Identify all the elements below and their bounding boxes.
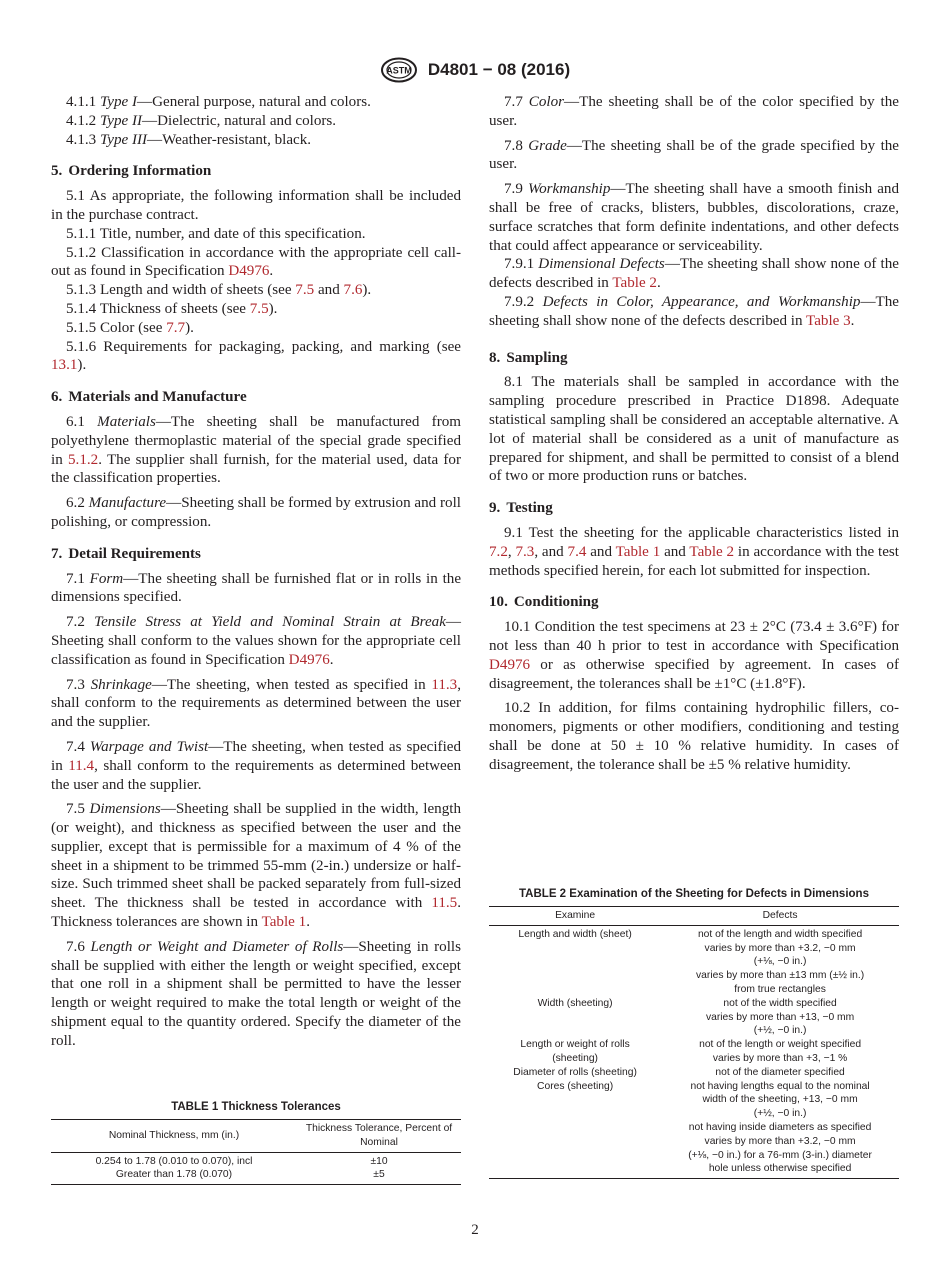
table-cell: Greater than 1.78 (0.070) <box>115 1169 233 1181</box>
left-column <box>51 93 461 1051</box>
table-2-grid <box>489 906 899 1179</box>
para-7-9-1: 7.9.1 Dimensional Defects—The sheeting shall show none of the defects described in Table 2. <box>489 256 899 292</box>
para-6-2: 6.2 Manufacture—Sheeting shall be formed by extrusion and roll polishing, or compression. <box>51 495 461 530</box>
para-7-7: 7.7 Color—The sheeting shall be of the color specified by the user. <box>489 94 899 129</box>
para-7-2: 7.2 Tensile Stress at Yield and Nominal Strain at Break—Sheeting shall conform to the values shown for the appropriate cell classification as found in Specification D4976. <box>51 614 462 668</box>
section-7-heading: 7. Detail Requirements <box>51 545 201 562</box>
table-row <box>489 1038 899 1066</box>
astm-logo-label: ASTM <box>386 65 412 76</box>
table-cell: not of the length or weight specified varies by more than +3, −1 % <box>699 1039 862 1064</box>
link-5-1-2[interactable]: 5.1.2 <box>68 451 99 468</box>
table-cell: 0.254 to 1.78 (0.010 to 0.070), incl <box>95 1155 253 1167</box>
table-1-grid <box>51 1119 461 1185</box>
para-5-1-1: 5.1.1 Title, number, and date of this specification. <box>66 225 366 242</box>
right-column <box>489 93 899 775</box>
para-5-1-3: 5.1.3 Length and width of sheets (see 7.5 and 7.6). <box>66 282 372 299</box>
link-7-3[interactable]: 7.3 <box>515 543 535 560</box>
table-row <box>489 1066 899 1080</box>
table-cell: Width (sheeting) <box>537 997 613 1009</box>
link-table-2[interactable]: Table 2 <box>612 275 657 292</box>
table-row <box>51 1152 461 1168</box>
table-2 <box>489 888 899 1179</box>
link-11-4[interactable]: 11.4 <box>68 757 95 774</box>
section-5-heading: 5. Ordering Information <box>51 163 212 180</box>
table-2-header: Examine <box>555 910 596 921</box>
link-7-4[interactable]: 7.4 <box>567 543 587 560</box>
link-11-3[interactable]: 11.3 <box>431 676 458 693</box>
para-5-1-5: 5.1.5 Color (see 7.7). <box>66 319 194 336</box>
link-d4976[interactable]: D4976 <box>228 263 270 280</box>
link-d4976[interactable]: D4976 <box>489 656 531 673</box>
para-5-1-2: 5.1.2 Classification in accordance with the appropriate cell call-out as found in Specification D4976. <box>51 244 461 280</box>
link-7-6[interactable]: 7.6 <box>343 282 363 299</box>
link-13-1[interactable]: 13.1 <box>51 357 78 374</box>
table-1-header: Nominal Thickness, mm (in.) <box>108 1129 240 1141</box>
section-9-heading: 9. Testing <box>489 500 553 517</box>
table-cell: not of the diameter specified <box>715 1066 845 1078</box>
para-6-1: 6.1 Materials—The sheeting shall be manufactured from polyethylene thermoplastic material of the special grade specified in 5.1.2. The supplier shall furnish, for the material used, data for the classification properties. <box>51 413 462 487</box>
para-7-1: 7.1 Form—The sheeting shall be furnished flat or in rolls in the dimensions specified. <box>51 570 462 606</box>
table-cell: Diameter of rolls (sheeting) <box>513 1066 637 1078</box>
table-cell: Length or weight of rolls (sheeting) <box>520 1039 630 1064</box>
para-7-3: 7.3 Shrinkage—The sheeting, when tested as specified in 11.3, shall conform to the requirements as determined between the user and the supplier. <box>51 676 462 731</box>
table-1-title: TABLE 1 Thickness Tolerances <box>171 1101 341 1113</box>
table-2-title: TABLE 2 Examination of the Sheeting for Defects in Dimensions <box>519 888 869 900</box>
para-10-1: 10.1 Condition the test specimens at 23 ± 2°C (73.4 ± 3.6°F) for not less than 40 h prior to test in accordance with Specification D4976 or as otherwise specified by agreement. In cases of disagreement, the tolerances shall be ±1°C (±1.8°F). <box>489 619 899 692</box>
document-designation: D4801 − 08 (2016) <box>427 60 571 79</box>
para-7-9-2: 7.9.2 Defects in Color, Appearance, and Workmanship—The sheeting shall show none of the defects described in Table 3. <box>489 293 899 329</box>
link-d4976[interactable]: D4976 <box>288 651 330 668</box>
link-7-5[interactable]: 7.5 <box>249 300 269 317</box>
link-11-5[interactable]: 11.5 <box>431 895 458 912</box>
astm-logo <box>380 57 418 83</box>
section-8-heading: 8. Sampling <box>489 349 568 366</box>
para-7-5: 7.5 Dimensions—Sheeting shall be supplied in the width, length (or weight), and thickness as specified between the user and the supplier, except that is permissible for a maximum of 4 % of the sheet in a shipment to be trimmed 55-mm (2-in.) undersize or half-size. Such trimmed sheet shall be packed separately from full-sized sheet. The thickness shall be tested in accordance with 11.5. Thickness tolerances are shown in Table 1. <box>51 801 462 931</box>
link-7-5[interactable]: 7.5 <box>295 282 315 299</box>
table-row <box>51 1168 461 1184</box>
table-cell: ±10 <box>370 1155 388 1167</box>
type-3-item: 4.1.3 Type III—Weather-resistant, black. <box>66 131 312 148</box>
table-cell: ±5 <box>373 1169 385 1181</box>
para-10-2: 10.2 In addition, for films containing hydrophilic fillers, co-monomers, pigments or other modifiers, conditioning and testing shall be done at 50 ± 10 % relative humidity. In cases of disagreement, the tolerance shall be ±5 % relative humidity. <box>489 700 899 773</box>
para-7-8: 7.8 Grade—The sheeting shall be of the grade specified by the user. <box>489 137 900 173</box>
table-cell: Cores (sheeting) <box>537 1080 614 1092</box>
table-row <box>489 1080 899 1179</box>
type-1-item: 4.1.1 Type I—General purpose, natural and colors. <box>66 94 371 110</box>
table-cell: Length and width (sheet) <box>518 928 632 940</box>
table-2-header: Defects <box>762 910 798 921</box>
table-1 <box>51 1101 461 1185</box>
para-5-1-6: 5.1.6 Requirements for packaging, packing, and marking (see 13.1). <box>51 338 461 374</box>
table-row <box>489 997 899 1038</box>
table-row <box>489 925 899 996</box>
para-5-1: 5.1 As appropriate, the following information shall be included in the purchase contract. <box>51 188 461 223</box>
link-table-1[interactable]: Table 1 <box>615 543 661 560</box>
section-10-heading: 10. Conditioning <box>489 594 599 611</box>
table-cell: not having lengths equal to the nominal width of the sheeting, +13, −0 mm (+½, −0 in.) not having inside diameters as specified varies by more than +3.2, −0 mm (+⅛, −0 in.) for a 76-mm (3-in.) diameter hole unless otherwise specified <box>688 1080 872 1175</box>
table-1-header: Thickness Tolerance, Percent of Nominal <box>305 1123 453 1148</box>
para-7-6: 7.6 Length or Weight and Diameter of Rolls—Sheeting in rolls shall be supplied with either the length or weight specified, except that one roll in a shipment shall be permitted to have the lesser length or weight required to make the total length or weight of the shipment equal to the quantity ordered. Specify the diameter of the roll. <box>51 938 461 1049</box>
page-number: 2 <box>471 1222 479 1238</box>
para-7-9: 7.9 Workmanship—The sheeting shall have a smooth finish and shall be free of cracks, blisters, bubbles, discolorations, craze, surface scratches that form definite indentations, and other defects that could affect appearance or serviceability. <box>489 181 899 254</box>
link-table-3[interactable]: Table 3 <box>806 312 851 329</box>
link-7-2[interactable]: 7.2 <box>489 543 508 560</box>
para-7-4: 7.4 Warpage and Twist—The sheeting, when tested as specified in 11.4, shall conform to the requirements as determined between the user and the supplier. <box>51 738 462 793</box>
type-2-item: 4.1.2 Type II—Dielectric, natural and colors. <box>66 112 337 129</box>
page-header <box>0 57 950 83</box>
para-9-1: 9.1 Test the sheeting for the applicable characteristics listed in 7.2, 7.3, and 7.4 and Table 1 and Table 2 in accordance with the test methods specified herein, for each lot submitted for inspection. <box>489 524 899 579</box>
para-8-1: 8.1 The materials shall be sampled in accordance with the sampling procedure prescribed in Practice D1898. Adequate statistical sampling shall be considered an acceptable alternative. A lot of material shall be considered as a unit of manufacture as prepared for shipment, and shall be permitted to consist of a blend of two or more production runs or batches. <box>489 374 899 485</box>
table-cell: not of the width specified varies by more than +13, −0 mm (+½, −0 in.) <box>705 997 855 1037</box>
link-table-2[interactable]: Table 2 <box>689 543 735 560</box>
table-cell: not of the length and width specified varies by more than +3.2, −0 mm (+⅛, −0 in.) varies by more than ±13 mm (±½ in.) from true rectangles <box>696 928 865 995</box>
para-5-1-4: 5.1.4 Thickness of sheets (see 7.5). <box>66 300 278 317</box>
section-6-heading: 6. Materials and Manufacture <box>51 389 247 406</box>
link-7-7[interactable]: 7.7 <box>166 319 186 336</box>
link-table-1[interactable]: Table 1 <box>261 914 307 931</box>
